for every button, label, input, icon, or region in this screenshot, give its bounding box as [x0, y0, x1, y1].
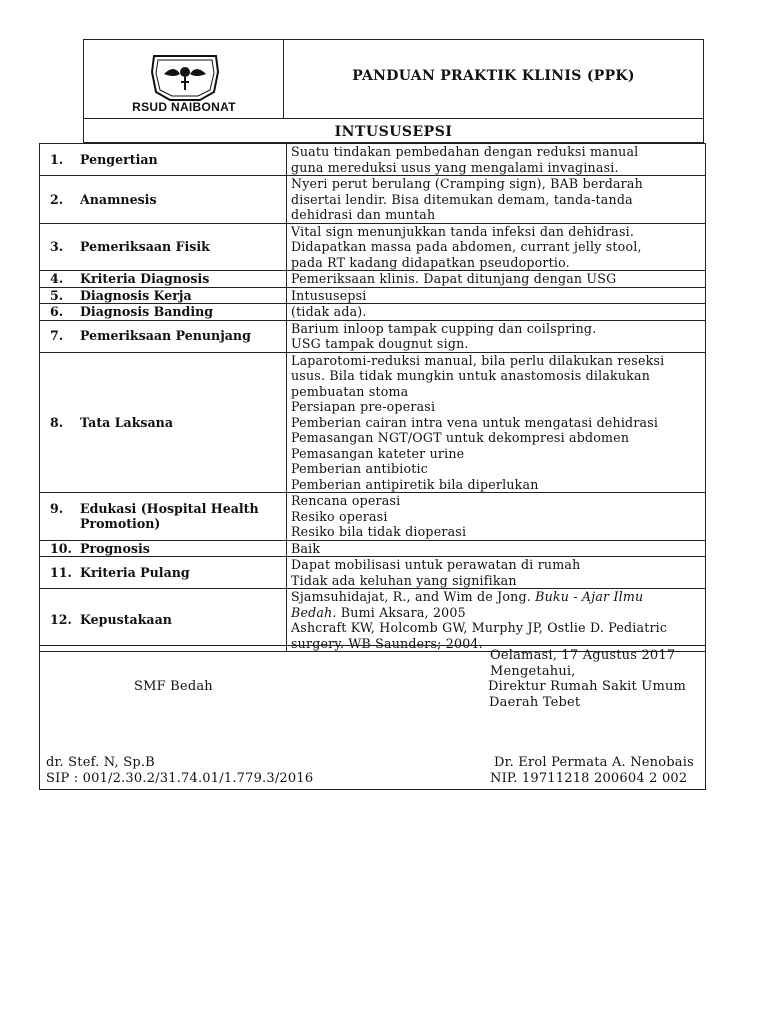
hospital-logo-icon	[148, 52, 222, 104]
value-line: Intususepsi	[291, 287, 367, 303]
department-label: SMF Bedah	[134, 679, 213, 694]
value-line: Barium inloop tampak cupping dan coilspring.	[291, 320, 597, 336]
reference-line: Ashcraft KW, Holcomb GW, Murphy JP, Ostlie D. Pediatric	[291, 620, 668, 635]
table-row	[40, 320, 706, 352]
row-value	[287, 493, 706, 541]
row-number: 9.	[50, 500, 64, 516]
row-value	[287, 540, 706, 557]
logo-cell	[84, 40, 284, 118]
value-line: Laparotomi-reduksi manual, bila perlu dilakukan reseksi	[291, 352, 665, 368]
value-line: Persiapan pre-operasi	[291, 399, 436, 414]
director-title-line-2: Daerah Tebet	[489, 695, 581, 710]
row-label: Diagnosis Kerja	[80, 287, 192, 303]
row-label: Pemeriksaan Fisik	[80, 239, 210, 254]
table-row	[40, 352, 706, 493]
row-value	[287, 304, 706, 321]
row-label: Kriteria Diagnosis	[80, 271, 210, 286]
doctor-name: dr. Stef. N, Sp.B	[46, 755, 155, 770]
value-line: Pemeriksaan klinis. Dapat ditunjang dengan USG	[291, 271, 617, 286]
row-number: 7.	[50, 328, 64, 344]
document-header	[83, 39, 704, 143]
row-label: Edukasi (Hospital Health Promotion)	[80, 500, 259, 532]
value-line: pembuatan stoma	[291, 383, 409, 399]
row-number: 3.	[50, 239, 64, 254]
value-line: Baik	[291, 540, 321, 556]
place-date: Oelamasi, 17 Agustus 2017	[490, 648, 676, 663]
row-value	[287, 176, 706, 224]
row-value	[287, 352, 706, 493]
row-number: 4.	[50, 271, 64, 286]
reference-list	[287, 589, 706, 652]
institution-name: RSUD NAIBONAT	[132, 100, 236, 114]
row-number: 11.	[50, 564, 72, 580]
value-line: Resiko operasi	[291, 508, 388, 524]
value-line: Pemberian antibiotic	[291, 461, 429, 476]
table-row	[40, 144, 706, 176]
row-number: 5.	[50, 287, 64, 303]
reference-line: Sjamsuhidajat, R., and Wim de Jong. Buku - Ajar Ilmu	[291, 589, 644, 604]
ppk-table	[39, 143, 706, 652]
row-number: 6.	[50, 304, 64, 319]
value-line: disertai lendir. Bisa ditemukan demam, tanda-tanda	[291, 191, 633, 207]
value-line: Rencana operasi	[291, 493, 401, 508]
signature-section	[39, 645, 706, 790]
table-row	[40, 557, 706, 589]
row-label: Anamnesis	[80, 191, 157, 207]
value-line: Pemasangan kateter urine	[291, 445, 465, 461]
row-number: 1.	[50, 151, 64, 167]
table-row	[40, 287, 706, 304]
value-line: Pemberian antipiretik bila diperlukan	[291, 476, 539, 492]
table-row	[40, 493, 706, 541]
row-label: Kepustakaan	[80, 612, 172, 628]
value-line: usus. Bila tidak mungkin untuk anastomosis dilakukan	[291, 368, 651, 383]
table-row	[40, 540, 706, 557]
header-divider	[84, 118, 703, 119]
value-line: Dapat mobilisasi untuk perawatan di rumah	[291, 557, 581, 572]
topic-title: INTUSUSEPSI	[334, 124, 453, 140]
value-line: (tidak ada).	[291, 304, 367, 319]
row-number: 12.	[50, 612, 72, 628]
row-label: Prognosis	[80, 540, 150, 556]
row-value	[287, 320, 706, 352]
value-line: guna mereduksi usus yang mengalami invaginasi.	[291, 159, 619, 175]
row-label: Diagnosis Banding	[80, 304, 214, 319]
table-row	[40, 223, 706, 271]
row-value	[287, 144, 706, 176]
row-label: Pengertian	[80, 151, 158, 167]
director-title-line-1: Direktur Rumah Sakit Umum	[488, 679, 687, 694]
table-row	[40, 589, 706, 652]
value-line: Pemberian cairan intra vena untuk mengatasi dehidrasi	[291, 414, 659, 430]
row-value	[287, 557, 706, 589]
acknowledged-label: Mengetahui,	[490, 664, 576, 679]
director-nip: NIP. 19711218 200604 2 002	[490, 771, 688, 786]
value-line: Didapatkan massa pada abdomen, currant jelly stool,	[291, 239, 642, 254]
row-value	[287, 223, 706, 271]
value-line: USG tampak dougnut sign.	[291, 336, 469, 351]
value-line: dehidrasi dan muntah	[291, 207, 436, 222]
value-line: Nyeri perut berulang (Cramping sign), BAB berdarah	[291, 176, 643, 191]
table-row	[40, 304, 706, 321]
row-value	[287, 271, 706, 288]
value-line: Pemasangan NGT/OGT untuk dekompresi abdomen	[291, 430, 630, 445]
row-number: 2.	[50, 191, 64, 207]
row-number: 8.	[50, 414, 64, 430]
table-row	[40, 176, 706, 224]
doctor-sip: SIP : 001/2.30.2/31.74.01/1.779.3/2016	[46, 771, 314, 786]
reference-line: surgery. WB Saunders; 2004.	[291, 635, 483, 651]
value-line: Tidak ada keluhan yang signifikan	[291, 572, 517, 588]
document-title: PANDUAN PRAKTIK KLINIS (PPK)	[352, 68, 635, 84]
row-label: Tata Laksana	[80, 414, 173, 430]
row-label: Kriteria Pulang	[80, 564, 190, 580]
row-label: Pemeriksaan Penunjang	[80, 328, 251, 344]
value-line: Resiko bila tidak dioperasi	[291, 524, 467, 539]
value-line: Suatu tindakan pembedahan dengan reduksi manual	[291, 144, 639, 159]
row-number: 10.	[50, 540, 72, 556]
row-value	[287, 287, 706, 304]
director-name: Dr. Erol Permata A. Nenobais	[494, 755, 694, 770]
value-line: pada RT kadang didapatkan pseudoportio.	[291, 254, 570, 270]
table-row	[40, 271, 706, 288]
reference-line: Bedah. Bumi Aksara, 2005	[291, 604, 466, 620]
value-line: Vital sign menunjukkan tanda infeksi dan dehidrasi.	[291, 223, 635, 239]
